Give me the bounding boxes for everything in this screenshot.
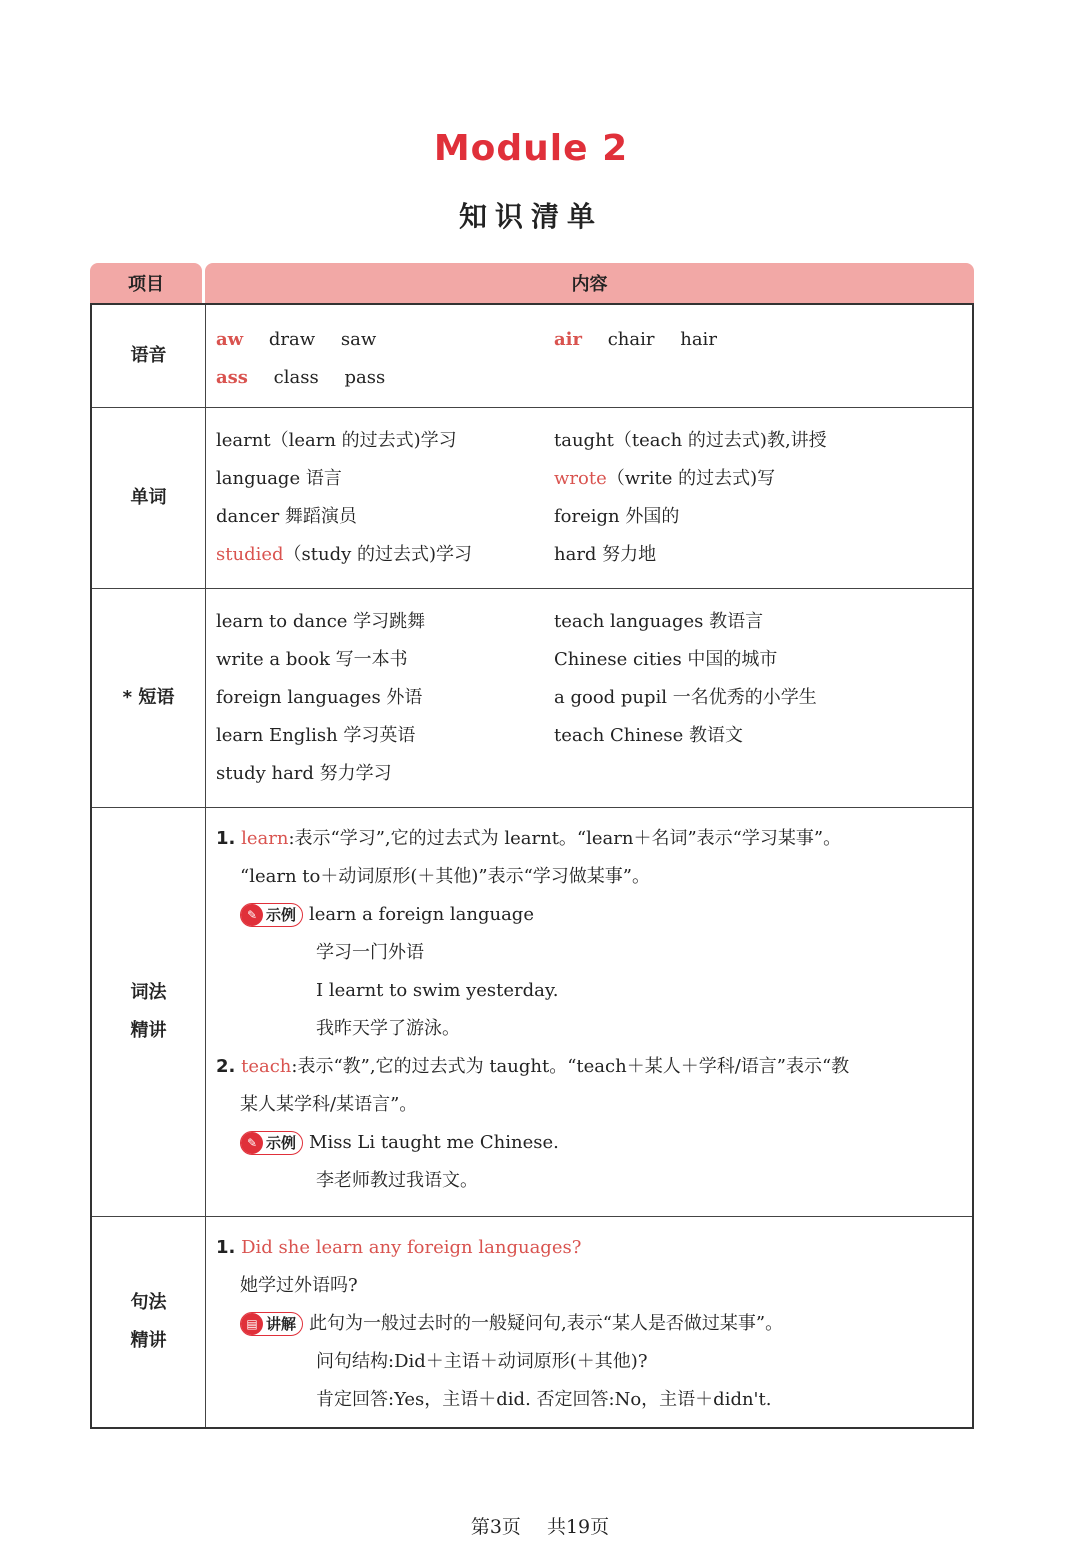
- label-words: 单词: [92, 408, 206, 588]
- explain-badge: ▤ 讲解: [240, 1312, 303, 1336]
- phrase-item: a good pupil 一名优秀的小学生: [554, 687, 817, 708]
- label-vocab: 词法 精讲: [92, 808, 206, 1216]
- word-item: foreign 外国的: [554, 506, 680, 527]
- book-icon: ▤: [241, 1313, 263, 1335]
- page-footer: [0, 1512, 1080, 1539]
- row-words: [92, 408, 972, 589]
- phonics-key: aw: [216, 329, 244, 350]
- example-line: I learnt to swim yesterday.: [316, 980, 559, 1001]
- phrase-item: learn English 学习英语: [216, 725, 416, 746]
- vocab-item-1-cont: “learn to＋动词原形(＋其他)”表示“学习做某事”。: [240, 866, 650, 887]
- word-item: studied（study 的过去式)学习: [216, 544, 473, 565]
- phrase-item: Chinese cities 中国的城市: [554, 649, 778, 670]
- phonics-word: hair: [680, 329, 717, 350]
- word-item: wrote（write 的过去式)写: [554, 468, 776, 489]
- word-item: hard 努力地: [554, 544, 657, 565]
- word-item: taught（teach 的过去式)教,讲授: [554, 430, 827, 451]
- syntax-translation: 她学过外语吗?: [240, 1275, 358, 1296]
- syntax-explain: ▤ 讲解 此句为一般过去时的一般疑问句,表示“某人是否做过某事”。: [216, 1305, 962, 1343]
- label-phonics: 语音: [92, 305, 206, 407]
- vocab-content: [206, 808, 972, 1216]
- phrase-item: teach Chinese 教语文: [554, 725, 743, 746]
- phonics-word: pass: [344, 367, 386, 388]
- phrases-right: [554, 603, 962, 797]
- vocab-item-2-cont: 某人某学科/某语言”。: [240, 1094, 418, 1115]
- phonics-key: air: [554, 329, 582, 350]
- phonics-line: [216, 359, 554, 397]
- syntax-explain: 肯定回答:Yes，主语＋did. 否定回答:No，主语＋didn't.: [316, 1389, 772, 1410]
- phrase-item: write a book 写一本书: [216, 649, 408, 670]
- phonics-content: [206, 305, 972, 407]
- word-item: language 语言: [216, 468, 342, 489]
- module-title: Module 2: [433, 128, 629, 169]
- table-body: [90, 303, 974, 1429]
- phonics-key: ass: [216, 367, 248, 388]
- label-syntax: 句法 精讲: [92, 1217, 206, 1427]
- phrase-item: learn to dance 学习跳舞: [216, 611, 426, 632]
- syntax-content: [206, 1217, 972, 1427]
- pencil-icon: ✎: [241, 1132, 263, 1154]
- page-number: 第3页: [470, 1516, 521, 1538]
- knowledge-table: [90, 263, 974, 1429]
- words-content: [206, 408, 972, 588]
- words-left: [216, 422, 554, 578]
- phonics-line: [554, 321, 962, 359]
- phonics-word: class: [273, 367, 319, 388]
- example-badge: ✎ 示例: [240, 1131, 303, 1155]
- example-line: ✎ 示例 Miss Li taught me Chinese.: [216, 1124, 962, 1162]
- word-item: dancer 舞蹈演员: [216, 506, 357, 527]
- word-item: learnt（learn 的过去式)学习: [216, 430, 457, 451]
- example-line: 李老师教过我语文。: [316, 1170, 478, 1191]
- syntax-sentence: 1. Did she learn any foreign languages?: [216, 1237, 582, 1258]
- row-phrases: [92, 589, 972, 808]
- vocab-item-1: 1. learn:表示“学习”,它的过去式为 learnt。“learn＋名词”表示“学习某事”。: [216, 828, 842, 849]
- table-header: [90, 263, 974, 303]
- header-content: 内容: [205, 263, 974, 303]
- phrase-item: study hard 努力学习: [216, 763, 392, 784]
- vocab-item-2: 2. teach:表示“教”,它的过去式为 taught。“teach＋某人＋学科/语言”表示“教: [216, 1056, 850, 1077]
- phrases-left: [216, 603, 554, 797]
- example-badge: ✎ 示例: [240, 903, 303, 927]
- example-line: ✎ 示例 learn a foreign language: [216, 896, 962, 934]
- page-total: 共19页: [546, 1516, 610, 1538]
- words-right: [554, 422, 962, 578]
- pencil-icon: ✎: [241, 904, 263, 926]
- phonics-word: chair: [607, 329, 655, 350]
- label-phrases: * 短语: [92, 589, 206, 807]
- row-vocab: [92, 808, 972, 1217]
- row-syntax: [92, 1217, 972, 1427]
- example-line: 学习一门外语: [316, 942, 424, 963]
- phrase-item: teach languages 教语言: [554, 611, 764, 632]
- row-phonics: [92, 305, 972, 408]
- phonics-word: draw: [268, 329, 316, 350]
- phrase-item: foreign languages 外语: [216, 687, 423, 708]
- phrases-content: [206, 589, 972, 807]
- header-item: 项目: [90, 263, 202, 303]
- syntax-explain: 问句结构:Did＋主语＋动词原形(＋其他)?: [316, 1351, 648, 1372]
- phonics-line: [216, 321, 554, 359]
- phonics-left: [216, 321, 554, 397]
- phonics-right: [554, 321, 962, 397]
- phonics-word: saw: [340, 329, 377, 350]
- example-line: 我昨天学了游泳。: [316, 1018, 460, 1039]
- page-subtitle: 知识清单: [458, 200, 603, 233]
